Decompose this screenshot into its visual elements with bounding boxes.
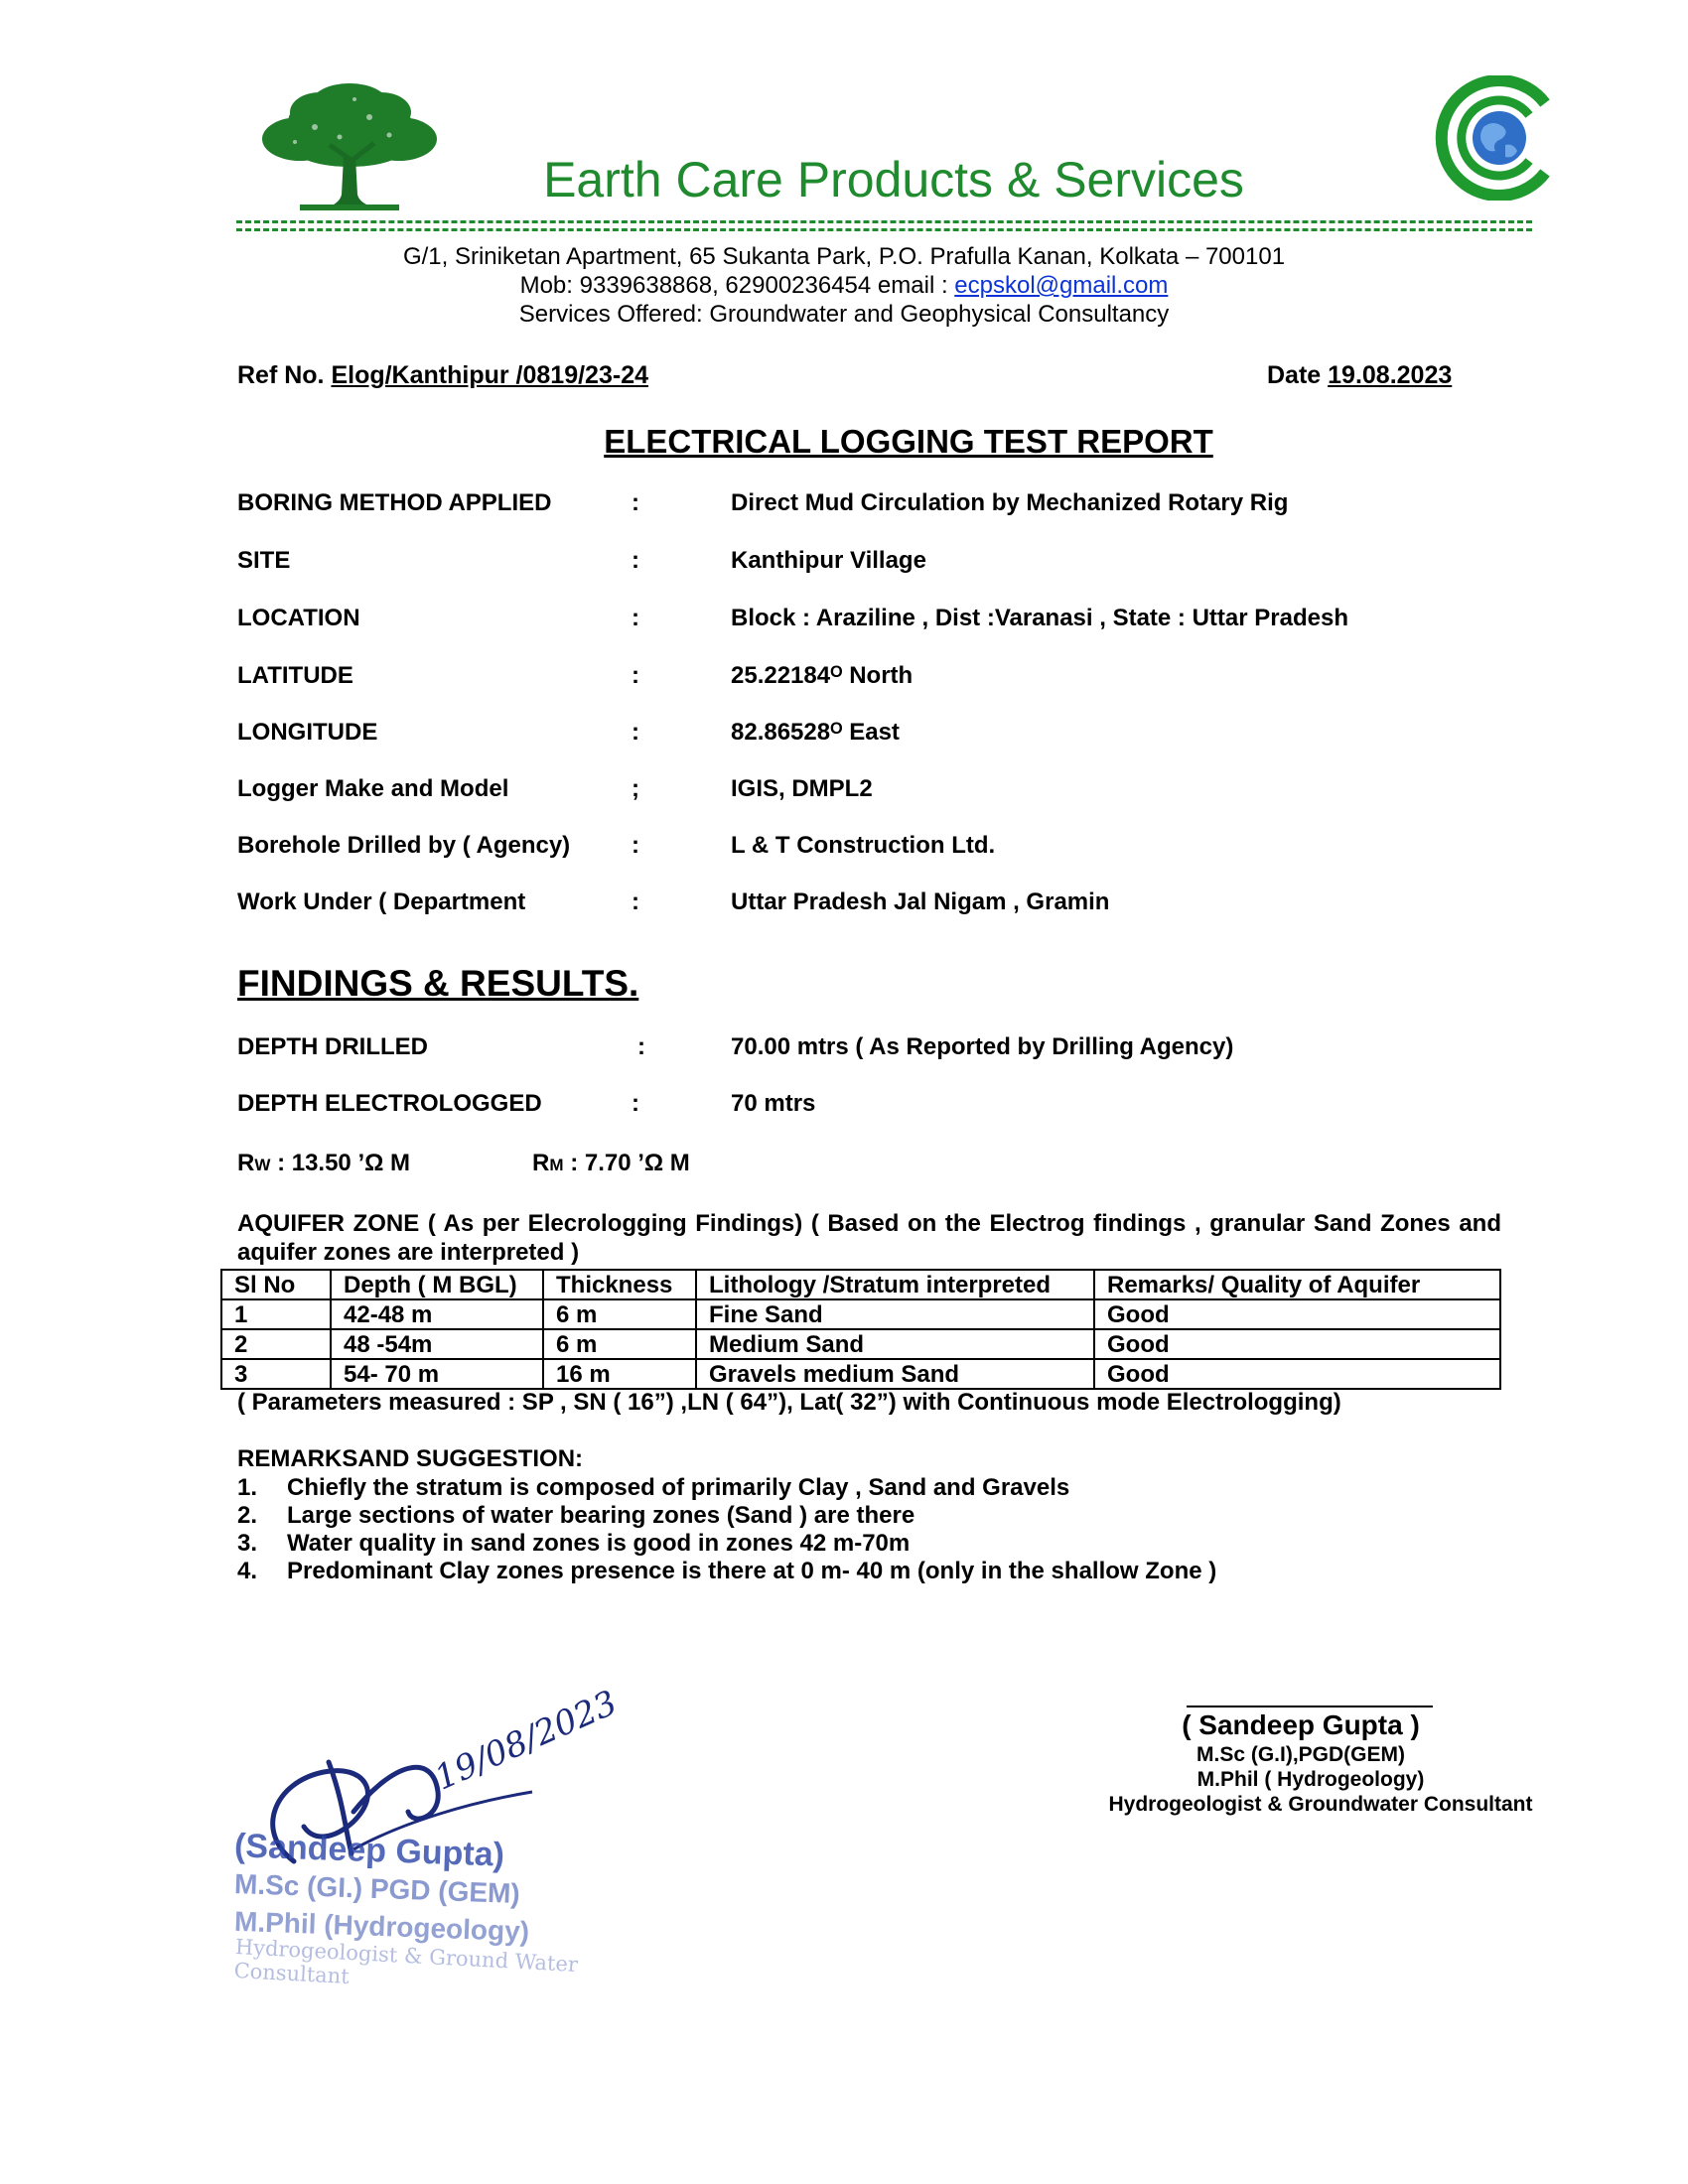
table-header-cell: Sl No [221, 1270, 331, 1299]
signer-name: ( Sandeep Gupta ) [1182, 1709, 1420, 1740]
depth-drilled-label: DEPTH DRILLED [237, 1033, 428, 1060]
table-cell: Gravels medium Sand [696, 1359, 1094, 1389]
rm-sub: M [549, 1156, 564, 1174]
stamp-qual-1: M.Sc (GI.) PGD (GEM) [233, 1867, 521, 1910]
table-cell: 2 [221, 1329, 331, 1359]
detail-key: BORING METHOD APPLIED [237, 489, 552, 516]
stamp-date: 19/08/2023 [429, 1683, 624, 1799]
depth-drilled-value: 70.00 mtrs ( As Reported by Drilling Agency) [731, 1033, 1234, 1060]
detail-sep: : [632, 832, 639, 859]
findings-heading: FINDINGS & RESULTS. [237, 963, 639, 1004]
date-value: 19.08.2023 [1328, 361, 1453, 389]
rw-reading: : 13.50 ’Ω M [277, 1150, 411, 1176]
detail-sep: : [632, 888, 639, 915]
table-cell: 6 m [543, 1299, 696, 1329]
table-header-cell: Remarks/ Quality of Aquifer [1094, 1270, 1500, 1299]
detail-sep: : [632, 547, 639, 574]
report-title: ELECTRICAL LOGGING TEST REPORT [604, 423, 1213, 460]
table-row [221, 1329, 1500, 1359]
aquifer-table [220, 1269, 1501, 1390]
remarks-heading: REMARKSAND SUGGESTION: [237, 1445, 584, 1472]
contact-text: Mob: 9339638868, 62900236454 email : [519, 272, 955, 299]
table-cell: 3 [221, 1359, 331, 1389]
detail-sep: : [632, 662, 639, 689]
table-header-cell: Depth ( M BGL) [331, 1270, 543, 1299]
table-header-cell: Thickness [543, 1270, 696, 1299]
table-header-row [221, 1270, 1500, 1299]
rm-label: R [532, 1150, 550, 1176]
aquifer-intro: AQUIFER ZONE ( As per Elecrologging Findings) ( Based on the Electrog findings , granular Sand Zones and aquifer zones are interpreted ) [237, 1210, 1501, 1266]
detail-value: Uttar Pradesh Jal Nigam , Gramin [731, 888, 1110, 915]
table-cell: 48 -54m [331, 1329, 543, 1359]
table-row [221, 1359, 1500, 1389]
detail-value: IGIS, DMPL2 [731, 775, 873, 802]
email-link[interactable]: ecpskol@gmail.com [954, 272, 1169, 299]
report-date [1267, 361, 1452, 390]
table-cell: 6 m [543, 1329, 696, 1359]
detail-sep: ; [632, 775, 639, 802]
stamp-role: Hydrogeologist & Ground Water Consultant [233, 1934, 579, 1989]
detail-key: SITE [237, 547, 291, 574]
detail-sep: : [632, 605, 639, 631]
table-cell: 42-48 m [331, 1299, 543, 1329]
header-divider [236, 218, 1532, 236]
services-offered: Services Offered: Groundwater and Geophysical Consultancy [518, 301, 1170, 328]
remark-text: Water quality in sand zones is good in zones 42 m-70m [287, 1530, 911, 1557]
detail-sep: : [632, 719, 639, 746]
table-cell: 1 [221, 1299, 331, 1329]
rw-sub: W [254, 1156, 271, 1174]
rm-reading: : 7.70 ’Ω M [570, 1150, 690, 1176]
signer-role: Hydrogeologist & Groundwater Consultant [1108, 1793, 1533, 1816]
remark-num: 3. [237, 1530, 258, 1557]
table-row [221, 1299, 1500, 1329]
table-cell: Fine Sand [696, 1299, 1094, 1329]
remark-text: Chiefly the stratum is composed of primarily Clay , Sand and Gravels [287, 1474, 1070, 1501]
detail-key: LONGITUDE [237, 719, 378, 746]
detail-value: 25.22184ᴼ North [731, 662, 914, 689]
depth-logged-sep: : [632, 1090, 639, 1117]
remark-text: Predominant Clay zones presence is there at 0 m- 40 m (only in the shallow Zone ) [287, 1558, 1217, 1584]
signer-qual-2: M.Phil ( Hydrogeology) [1196, 1768, 1425, 1791]
rm-value [532, 1150, 690, 1177]
remark-num: 2. [237, 1502, 258, 1529]
table-cell: 16 m [543, 1359, 696, 1389]
detail-key: Work Under ( Department [237, 888, 526, 915]
detail-value: Kanthipur Village [731, 547, 926, 574]
table-cell: 54- 70 m [331, 1359, 543, 1389]
detail-value: 82.86528ᴼ East [731, 719, 900, 746]
table-cell: Good [1094, 1359, 1500, 1389]
stamp-name: (Sandeep Gupta) [233, 1827, 505, 1874]
table-header-cell: Lithology /Stratum interpreted [696, 1270, 1094, 1299]
depth-logged-label: DEPTH ELECTROLOGGED [237, 1090, 542, 1117]
depth-logged-value: 70 mtrs [731, 1090, 816, 1117]
parameters-note: ( Parameters measured : SP , SN ( 16”) ,LN ( 64”), Lat( 32”) with Continuous mode Electrologging) [237, 1389, 1341, 1416]
remark-num: 1. [237, 1474, 258, 1501]
detail-key: Borehole Drilled by ( Agency) [237, 832, 571, 859]
remark-num: 4. [237, 1558, 258, 1584]
detail-key: LOCATION [237, 605, 360, 631]
depth-drilled-sep: : [637, 1033, 645, 1060]
detail-key: LATITUDE [237, 662, 353, 689]
company-contact [0, 271, 1688, 300]
rw-label: R [237, 1150, 255, 1176]
rw-value [237, 1150, 410, 1177]
company-name: Earth Care Products & Services [543, 152, 1244, 207]
table-cell: Good [1094, 1299, 1500, 1329]
detail-value: Direct Mud Circulation by Mechanized Rotary Rig [731, 489, 1289, 516]
company-address: G/1, Sriniketan Apartment, 65 Sukanta Park, P.O. Prafulla Kanan, Kolkata – 700101 [402, 243, 1286, 270]
detail-value: L & T Construction Ltd. [731, 832, 996, 859]
ref-number [237, 361, 648, 390]
detail-value: Block : Araziline , Dist :Varanasi , State : Uttar Pradesh [731, 605, 1348, 631]
ref-value: Elog/Kanthipur /0819/23-24 [331, 361, 648, 389]
signature-line [1187, 1706, 1433, 1707]
remark-text: Large sections of water bearing zones (Sand ) are there [287, 1502, 915, 1529]
stamp-signature [233, 1683, 691, 2010]
date-label: Date [1267, 361, 1322, 389]
detail-key: Logger Make and Model [237, 775, 509, 802]
table-cell: Medium Sand [696, 1329, 1094, 1359]
detail-sep: : [632, 489, 639, 516]
signer-qual-1: M.Sc (G.I),PGD(GEM) [1196, 1743, 1405, 1766]
stamp-qual-2: M.Phil (Hydrogeology) [233, 1905, 530, 1948]
ref-label: Ref No. [237, 361, 325, 389]
table-cell: Good [1094, 1329, 1500, 1359]
